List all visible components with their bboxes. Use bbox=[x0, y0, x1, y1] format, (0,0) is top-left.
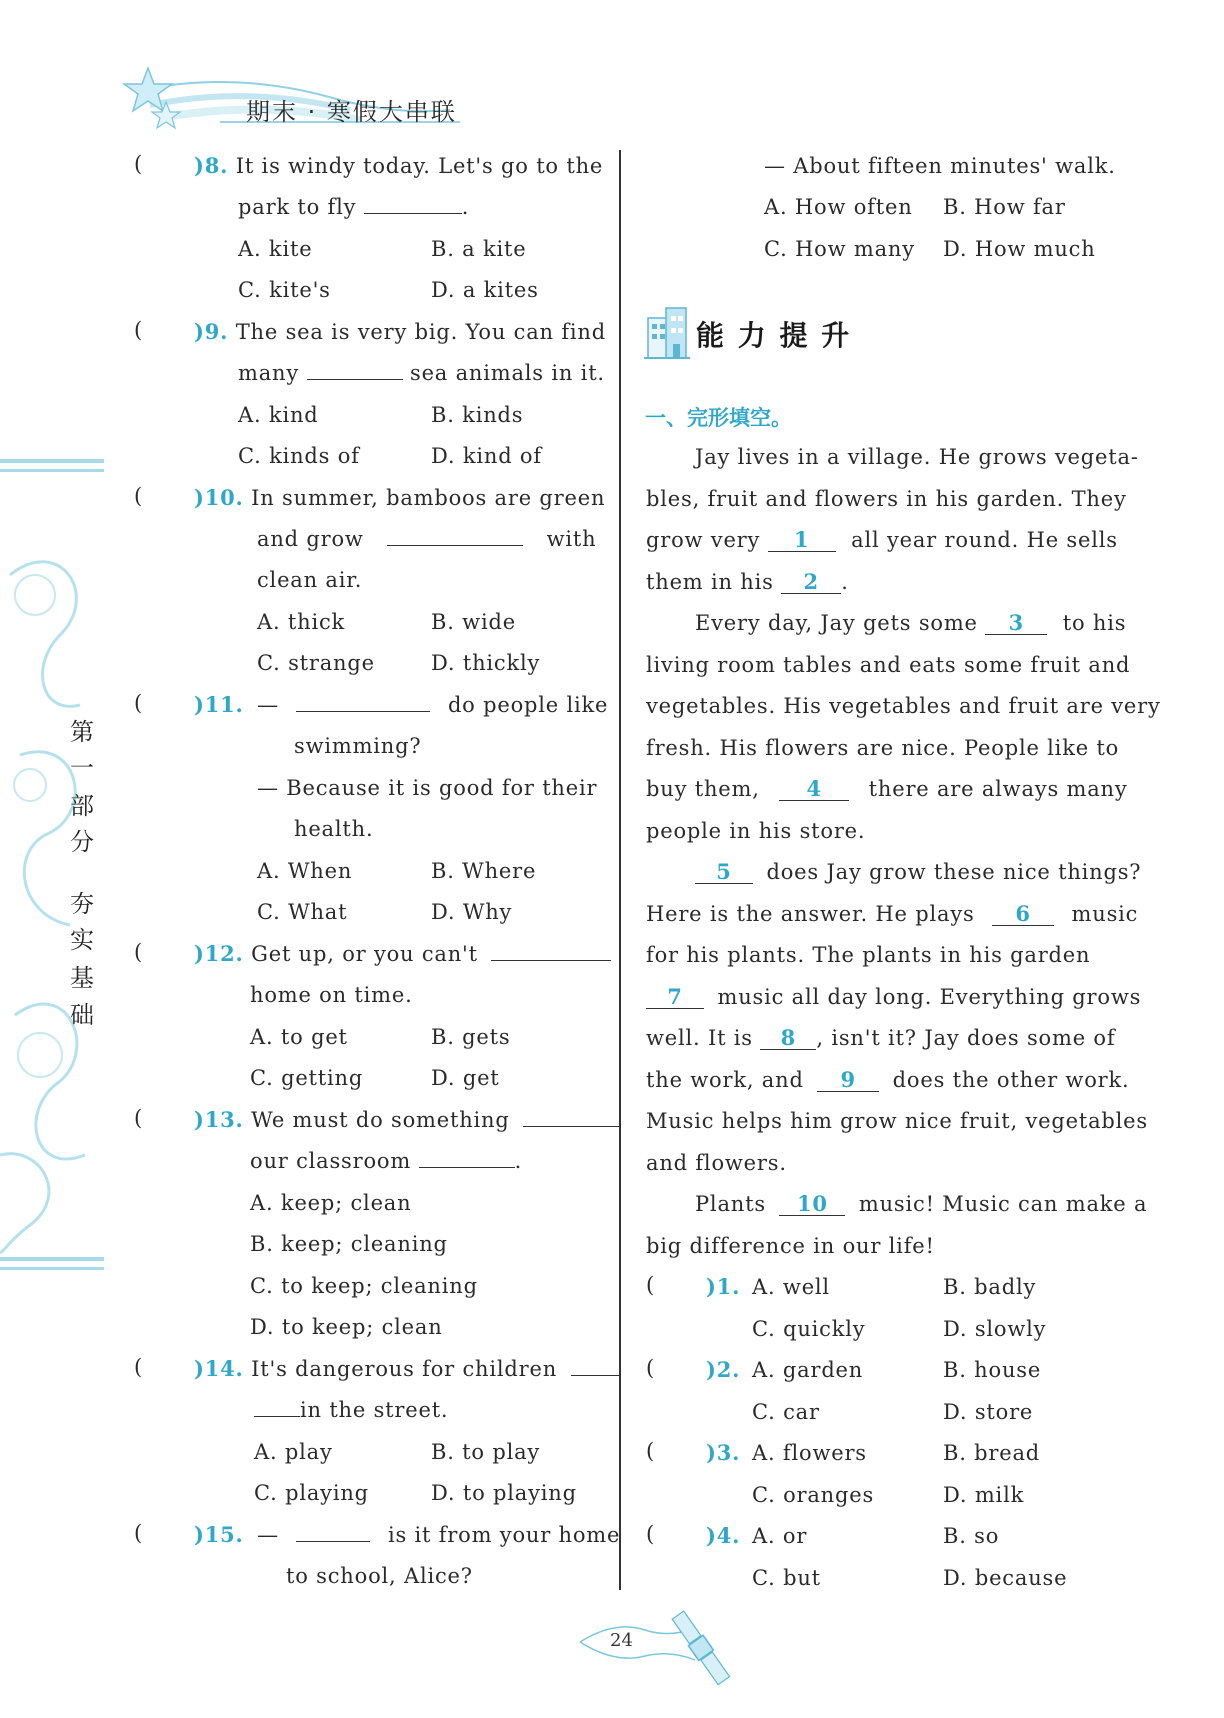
question-number: )13. bbox=[194, 1107, 244, 1132]
passage-line bbox=[695, 858, 1141, 886]
option-d: D. How much bbox=[943, 237, 1096, 261]
side-label-char: 基 bbox=[70, 964, 94, 992]
answer-paren: ( bbox=[134, 1355, 143, 1379]
option-a: A. When bbox=[257, 859, 353, 883]
option-c: C. oranges bbox=[752, 1483, 875, 1507]
passage-text: , isn't it? Jay does some of bbox=[816, 1026, 1116, 1050]
answer-blank bbox=[296, 711, 430, 712]
option-b: B. so bbox=[943, 1524, 1000, 1548]
passage-line bbox=[646, 1066, 1130, 1094]
passage-text: does the other work. bbox=[892, 1068, 1130, 1092]
answer-blank bbox=[419, 1167, 515, 1168]
option-d: D. because bbox=[943, 1566, 1068, 1590]
option-c: C. What bbox=[257, 900, 348, 924]
side-label-char: 一 bbox=[70, 754, 94, 782]
passage-text: does Jay grow these nice things? bbox=[766, 860, 1142, 884]
passage-line: living room tables and eats some fruit and bbox=[646, 653, 1131, 677]
answer-blank bbox=[307, 379, 403, 380]
passage-text: buy them, bbox=[646, 777, 760, 801]
question-9 bbox=[194, 318, 606, 346]
option-c: C. playing bbox=[254, 1481, 369, 1505]
question-number: )11. bbox=[194, 692, 244, 717]
side-label-char: 夯 bbox=[70, 890, 94, 918]
passage-line: bles, fruit and flowers in his garden. They bbox=[646, 487, 1127, 511]
answer-paren: ( bbox=[646, 1356, 655, 1380]
question-text-line bbox=[238, 193, 469, 221]
passage-line bbox=[695, 1190, 1147, 1218]
question-text: . bbox=[514, 1149, 523, 1173]
question-text: with bbox=[546, 527, 597, 551]
option-b: B. badly bbox=[943, 1275, 1037, 1299]
question-text-line: health. bbox=[294, 817, 374, 841]
header-title: 期末 · 寒假大串联 bbox=[246, 98, 457, 126]
question-text: many bbox=[238, 361, 300, 385]
question-text-line: to school, Alice? bbox=[286, 1564, 473, 1588]
option-a: A. flowers bbox=[752, 1441, 867, 1465]
cloze-blank: 2 bbox=[781, 571, 841, 594]
side-label-char: 础 bbox=[70, 1001, 94, 1029]
option-a: A. garden bbox=[752, 1358, 864, 1382]
question-text-line bbox=[238, 359, 605, 387]
option-c: C. quickly bbox=[752, 1317, 866, 1341]
question-text: It's dangerous for children bbox=[251, 1357, 558, 1381]
option-b: B. keep; cleaning bbox=[250, 1232, 448, 1256]
question-text: The sea is very big. You can find bbox=[235, 320, 606, 344]
question-8 bbox=[194, 152, 603, 180]
question-10 bbox=[194, 484, 605, 512]
option-d: D. store bbox=[943, 1400, 1034, 1424]
option-c: C. kinds of bbox=[238, 444, 360, 468]
question-11 bbox=[194, 691, 608, 719]
question-text: park to fly bbox=[238, 195, 357, 219]
question-text-line: swimming? bbox=[294, 734, 422, 758]
side-label-char: 实 bbox=[70, 926, 94, 954]
passage-text: Plants bbox=[695, 1192, 766, 1216]
option-a: A. thick bbox=[257, 610, 346, 634]
question-text-line bbox=[250, 1147, 522, 1175]
option-d: D. a kites bbox=[431, 278, 539, 302]
option-d: D. thickly bbox=[431, 651, 541, 675]
question-number: )4. bbox=[706, 1523, 741, 1548]
answer-blank bbox=[296, 1541, 370, 1542]
side-label-char: 部 bbox=[70, 792, 94, 820]
cloze-heading: 一、完形填空。 bbox=[645, 406, 792, 430]
column-divider bbox=[619, 150, 621, 1590]
passage-text: music bbox=[1071, 902, 1139, 926]
option-b: B. kinds bbox=[431, 403, 524, 427]
cloze-blank: 5 bbox=[695, 861, 753, 884]
cloze-blank: 7 bbox=[646, 986, 704, 1009]
passage-line bbox=[646, 526, 1118, 554]
question-text: is it from your home bbox=[387, 1523, 621, 1547]
passage-line: fresh. His flowers are nice. People like to bbox=[646, 736, 1120, 760]
question-text: sea animals in it. bbox=[410, 361, 605, 385]
question-number: )1. bbox=[706, 1274, 741, 1299]
question-text: — bbox=[257, 1523, 279, 1547]
option-c: C. kite's bbox=[238, 278, 331, 302]
answer-paren: ( bbox=[134, 1521, 143, 1545]
answer-line: — About fifteen minutes' walk. bbox=[764, 154, 1116, 178]
passage-text: them in his bbox=[646, 570, 774, 594]
passage-line bbox=[646, 568, 849, 596]
side-label-char: 第 bbox=[70, 718, 94, 746]
cloze-blank: 9 bbox=[817, 1069, 879, 1092]
option-d: D. to keep; clean bbox=[250, 1315, 443, 1339]
option-d: D. slowly bbox=[943, 1317, 1047, 1341]
option-d: D. kind of bbox=[431, 444, 542, 468]
question-text-line: clean air. bbox=[257, 568, 363, 592]
passage-text: grow very bbox=[646, 528, 761, 552]
answer-blank bbox=[364, 213, 462, 214]
passage-line bbox=[646, 900, 1138, 928]
cloze-blank: 3 bbox=[985, 612, 1047, 635]
question-text-line bbox=[257, 525, 597, 553]
cloze-question-3 bbox=[706, 1439, 740, 1467]
passage-text: the work, and bbox=[646, 1068, 804, 1092]
answer-paren: ( bbox=[646, 1522, 655, 1546]
option-b: B. to play bbox=[431, 1440, 541, 1464]
option-c: C. to keep; cleaning bbox=[250, 1274, 478, 1298]
question-number: )12. bbox=[194, 941, 244, 966]
question-text: Get up, or you can't bbox=[251, 942, 478, 966]
question-text: in the street. bbox=[300, 1398, 449, 1422]
question-12 bbox=[194, 940, 611, 968]
building-icon bbox=[644, 300, 692, 362]
question-number: )14. bbox=[194, 1356, 244, 1381]
answer-blank bbox=[571, 1375, 619, 1376]
option-d: D. milk bbox=[943, 1483, 1025, 1507]
passage-line: Jay lives in a village. He grows vegeta- bbox=[695, 445, 1139, 469]
passage-text: music all day long. Everything grows bbox=[717, 985, 1142, 1009]
cloze-blank: 1 bbox=[768, 529, 836, 552]
passage-text: Every day, Jay gets some bbox=[695, 611, 978, 635]
passage-line: and flowers. bbox=[646, 1151, 787, 1175]
option-c: C. car bbox=[752, 1400, 820, 1424]
question-text: do people like bbox=[447, 693, 609, 717]
option-d: D. get bbox=[431, 1066, 500, 1090]
question-text-line bbox=[254, 1396, 448, 1424]
passage-text: there are always many bbox=[868, 777, 1128, 801]
page-number: 24 bbox=[610, 1630, 633, 1651]
side-label-char: 分 bbox=[70, 828, 94, 856]
question-text: In summer, bamboos are green bbox=[251, 486, 606, 510]
answer-paren: ( bbox=[646, 1273, 655, 1297]
passage-line bbox=[646, 775, 1128, 803]
question-number: )10. bbox=[194, 485, 244, 510]
question-number: )2. bbox=[706, 1357, 741, 1382]
question-text: We must do something bbox=[251, 1108, 510, 1132]
question-14 bbox=[194, 1355, 619, 1383]
passage-text: . bbox=[841, 570, 849, 594]
option-a: A. kite bbox=[238, 237, 313, 261]
passage-line: for his plants. The plants in his garden bbox=[646, 943, 1091, 967]
option-d: D. Why bbox=[431, 900, 513, 924]
cloze-blank: 8 bbox=[760, 1027, 816, 1050]
answer-blank bbox=[254, 1416, 300, 1417]
option-a: A. kind bbox=[238, 403, 319, 427]
question-text: and grow bbox=[257, 527, 364, 551]
cloze-blank: 6 bbox=[992, 903, 1054, 926]
side-swirl-decoration bbox=[0, 455, 105, 1285]
cloze-question-1 bbox=[706, 1273, 740, 1301]
option-b: B. a kite bbox=[431, 237, 527, 261]
question-number: )15. bbox=[194, 1522, 244, 1547]
answer-blank bbox=[523, 1126, 619, 1127]
passage-line: people in his store. bbox=[646, 819, 866, 843]
question-text: our classroom bbox=[250, 1149, 412, 1173]
question-number: )9. bbox=[194, 319, 229, 344]
option-a: A. or bbox=[752, 1524, 808, 1548]
question-number: )3. bbox=[706, 1440, 741, 1465]
answer-paren: ( bbox=[134, 318, 143, 342]
option-b: B. How far bbox=[943, 195, 1066, 219]
cloze-blank: 4 bbox=[779, 778, 849, 801]
question-13 bbox=[194, 1106, 619, 1134]
section-title: 能 力 提 升 bbox=[696, 319, 852, 352]
option-a: A. keep; clean bbox=[250, 1191, 412, 1215]
passage-text: music! Music can make a bbox=[858, 1192, 1148, 1216]
option-a: A. to get bbox=[250, 1025, 348, 1049]
passage-line: big difference in our life! bbox=[646, 1234, 935, 1258]
answer-paren: ( bbox=[134, 691, 143, 715]
cloze-question-2 bbox=[706, 1356, 740, 1384]
passage-text: all year round. He sells bbox=[851, 528, 1118, 552]
cloze-question-4 bbox=[706, 1522, 740, 1550]
option-c: C. strange bbox=[257, 651, 375, 675]
answer-paren: ( bbox=[646, 1439, 655, 1463]
option-c: C. How many bbox=[764, 237, 915, 261]
option-b: B. bread bbox=[943, 1441, 1041, 1465]
option-d: D. to playing bbox=[431, 1481, 577, 1505]
passage-line bbox=[646, 1024, 1115, 1052]
answer-paren: ( bbox=[134, 940, 143, 964]
answer-blank bbox=[491, 960, 611, 961]
passage-text: to his bbox=[1062, 611, 1127, 635]
passage-text: well. It is bbox=[646, 1026, 753, 1050]
question-number: )8. bbox=[194, 153, 229, 178]
passage-line bbox=[695, 609, 1126, 637]
answer-paren: ( bbox=[134, 1106, 143, 1130]
question-text: It is windy today. Let's go to the bbox=[235, 154, 604, 178]
question-text-line: — Because it is good for their bbox=[257, 776, 598, 800]
question-text: . bbox=[461, 195, 470, 219]
cloze-blank: 10 bbox=[779, 1193, 845, 1216]
passage-line: vegetables. His vegetables and fruit are very bbox=[646, 694, 1161, 718]
option-b: B. gets bbox=[431, 1025, 511, 1049]
question-text-line: home on time. bbox=[250, 983, 413, 1007]
answer-paren: ( bbox=[134, 152, 143, 176]
option-a: A. well bbox=[752, 1275, 830, 1299]
option-b: B. house bbox=[943, 1358, 1042, 1382]
question-15 bbox=[194, 1521, 620, 1549]
option-b: B. wide bbox=[431, 610, 516, 634]
passage-line: Music helps him grow nice fruit, vegetables bbox=[646, 1109, 1148, 1133]
answer-blank bbox=[387, 545, 523, 546]
option-a: A. play bbox=[254, 1440, 333, 1464]
option-b: B. Where bbox=[431, 859, 537, 883]
passage-text: Here is the answer. He plays bbox=[646, 902, 975, 926]
option-c: C. getting bbox=[250, 1066, 364, 1090]
question-text: — bbox=[257, 693, 279, 717]
passage-line bbox=[646, 983, 1141, 1011]
option-a: A. How often bbox=[764, 195, 913, 219]
answer-paren: ( bbox=[134, 484, 143, 508]
option-c: C. but bbox=[752, 1566, 821, 1590]
satellite-icon bbox=[575, 1600, 735, 1690]
